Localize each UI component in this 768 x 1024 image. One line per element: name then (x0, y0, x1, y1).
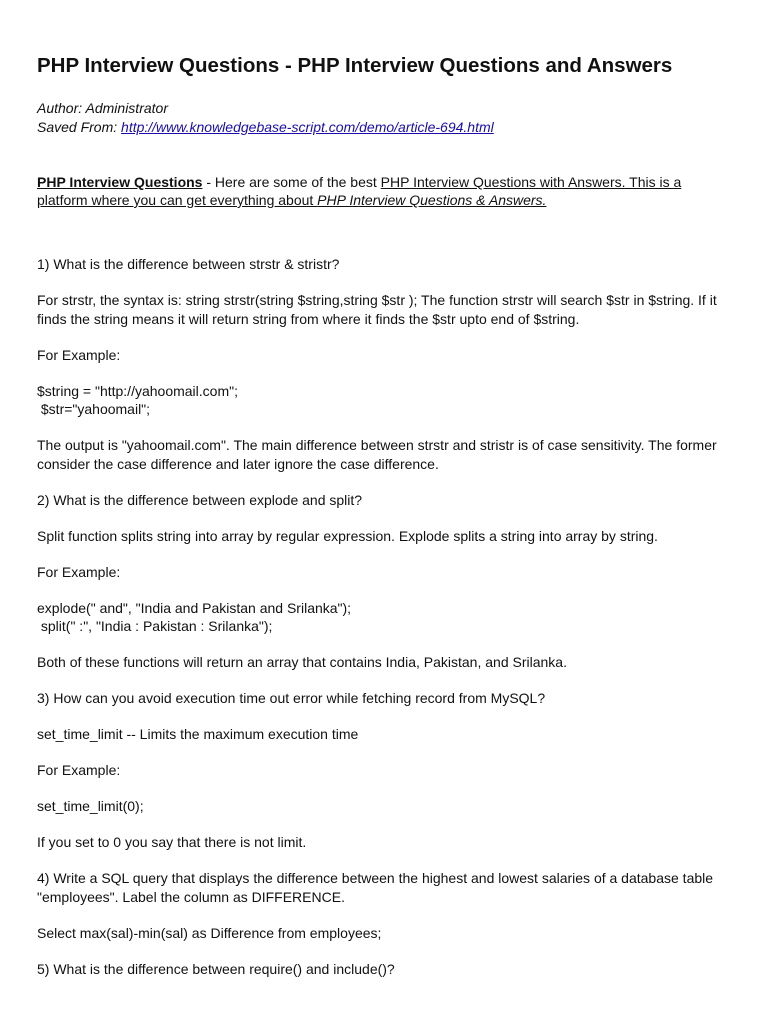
code-example (37, 382, 729, 419)
content-paragraph: If you set to 0 you say that there is not limit. (37, 834, 307, 850)
code-line: split(" :", "India : Pakistan : Srilanka"); (37, 618, 273, 634)
content-paragraph: For Example: (37, 563, 121, 580)
saved-from-link[interactable]: http://www.knowledgebase-script.com/demo/article-694.html (121, 119, 494, 135)
article-body (37, 255, 729, 996)
content-paragraph: Split function splits string into array by regular expression. Explode splits a string into array by string. (37, 527, 658, 544)
content-paragraph: 3) How can you avoid execution time out error while fetching record from MySQL? (37, 690, 546, 706)
code-line: $str="yahoomail"; (37, 401, 151, 417)
intro-text: - Here are some of the best (202, 174, 381, 190)
code-line: $string = "http://yahoomail.com"; (37, 382, 238, 399)
content-paragraph: set_time_limit(0); (37, 798, 144, 814)
content-paragraph: 2) What is the difference between explode and split? (37, 491, 363, 508)
content-paragraph: For Example: (37, 762, 121, 778)
code-example (37, 599, 729, 636)
content-paragraph: 4) Write a SQL query that displays the difference between the highest and lowest salaries of a database table "employees". Label the column as DIFFERENCE. (37, 870, 714, 905)
saved-from-line (37, 118, 494, 137)
intro-link-1[interactable]: PHP Interview Questions with Answers. This is a platform where you can get everything about (37, 174, 682, 208)
saved-from-label: Saved From: (37, 119, 118, 135)
content-paragraph: set_time_limit -- Limits the maximum execution time (37, 726, 359, 742)
content-paragraph: 5) What is the difference between require() and include()? (37, 960, 395, 977)
document-meta (37, 99, 494, 137)
intro-link-2[interactable]: PHP Interview Questions & Answers. (317, 192, 547, 208)
author-line: Author: Administrator (37, 100, 168, 116)
content-paragraph: The output is "yahoomail.com". The main difference between strstr and stristr is of case sensitivity. The former consider the case difference and later ignore the case difference. (37, 437, 717, 472)
content-paragraph: Select max(sal)-min(sal) as Difference from employees; (37, 924, 382, 941)
intro-paragraph (37, 173, 727, 209)
content-paragraph: For Example: (37, 346, 121, 363)
page-title: PHP Interview Questions - PHP Interview Questions and Answers (37, 54, 673, 77)
content-paragraph: Both of these functions will return an array that contains India, Pakistan, and Srilanka. (37, 654, 567, 670)
content-paragraph: For strstr, the syntax is: string strstr(string $string,string $str ); The function strstr will search $str in $string. If it finds the string means it will return string from where it finds the $str upto end of $string. (37, 292, 717, 327)
content-paragraph: 1) What is the difference between strstr & stristr? (37, 256, 340, 272)
intro-lead: PHP Interview Questions (37, 174, 203, 190)
code-line: explode(" and", "India and Pakistan and Srilanka"); (37, 599, 352, 616)
